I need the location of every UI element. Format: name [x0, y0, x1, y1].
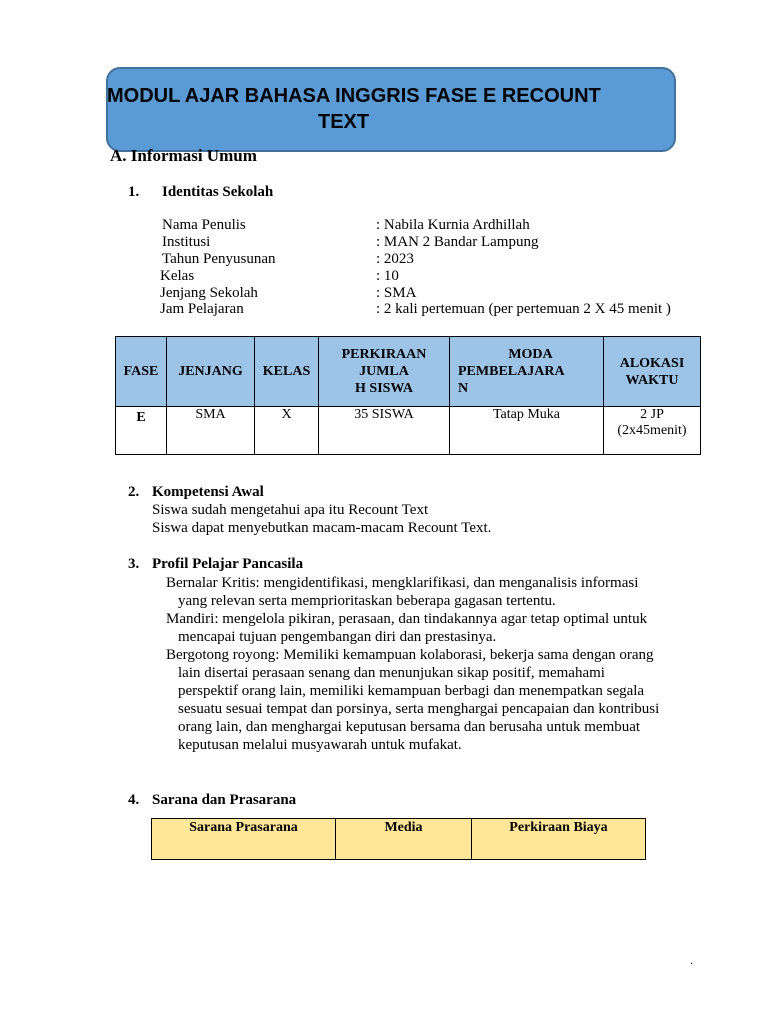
value-institusi: : MAN 2 Bandar Lampung [376, 234, 539, 250]
header-moda-line-3: N [458, 381, 469, 396]
header-perkiraan-jumlah [319, 337, 450, 407]
profil-line-3: Mandiri: mengelola pikiran, perasaan, dan tindakannya agar tetap optimal untuk [166, 611, 648, 627]
kompetensi-line-2: Siswa dapat menyebutkan macam-macam Recount Text. [152, 520, 492, 536]
value-tahun-penyusunan: : 2023 [376, 251, 414, 267]
profil-line-5: Bergotong royong: Memiliki kemampuan kolaborasi, bekerja sama dengan orang [166, 647, 654, 663]
header-alokasi-waktu [604, 337, 701, 407]
cell-moda: Tatap Muka [450, 407, 604, 455]
kompetensi-line-1: Siswa sudah mengetahui apa itu Recount Text [152, 502, 429, 518]
profil-line-9: orang lain, dan menghargai keputusan bersama dan berusaha untuk membuat [178, 719, 641, 735]
cell-alokasi-line-1: 2 JP [640, 407, 664, 422]
header-alokasi-line-1: ALOKASI [619, 355, 685, 371]
label-tahun-penyusunan: Tahun Penyusunan [162, 251, 276, 267]
header-sarana-prasarana: Sarana Prasarana [152, 819, 336, 860]
label-jam-pelajaran: Jam Pelajaran [160, 301, 244, 317]
value-nama-penulis: : Nabila Kurnia Ardhillah [376, 217, 530, 233]
cell-jumlah-siswa: 35 SISWA [319, 407, 450, 455]
profil-line-10: keputusan melalui musyawarah untuk mufakat. [178, 737, 462, 753]
title-banner [106, 67, 676, 152]
header-perkiraan-line-2: JUMLA [359, 364, 409, 379]
header-moda-pembelajaran [450, 337, 604, 407]
header-media: Media [336, 819, 472, 860]
profil-line-2: yang relevan serta memprioritaskan beberapa gagasan tertentu. [178, 593, 556, 609]
cell-alokasi-line-2: (2x45menit) [617, 423, 687, 438]
cell-alokasi [604, 407, 701, 455]
title-line-2: TEXT [318, 111, 370, 133]
sarana-table-header-row [152, 819, 646, 860]
section-a-heading: A. Informasi Umum [110, 146, 257, 165]
header-perkiraan-line-3: H SISWA [355, 381, 413, 396]
footer-mark: . [690, 953, 693, 967]
cell-fase: E [116, 407, 167, 455]
kompetensi-heading: Kompetensi Awal [152, 484, 264, 500]
cell-jenjang: SMA [167, 407, 255, 455]
sarana-number: 4. [128, 792, 140, 808]
header-moda-line-1: MODA [508, 347, 553, 362]
info-table-header-row [116, 337, 701, 407]
label-nama-penulis: Nama Penulis [162, 217, 246, 233]
cell-kelas: X [255, 407, 319, 455]
header-fase: FASE [116, 337, 167, 407]
header-perkiraan-biaya: Perkiraan Biaya [472, 819, 646, 860]
profil-line-7: perspektif orang lain, memiliki kemampuan berbagi dan menempatkan segala [178, 683, 645, 699]
title-line-1: MODUL AJAR BAHASA INGGRIS FASE E RECOUNT [107, 85, 601, 107]
info-table [115, 336, 701, 455]
label-institusi: Institusi [162, 234, 211, 250]
sarana-heading: Sarana dan Prasarana [152, 792, 297, 808]
kompetensi-number: 2. [128, 484, 140, 500]
profil-line-6: lain disertai perasaan senang dan menunjukan sikap positif, memahami [178, 665, 605, 681]
identitas-number: 1. [128, 184, 140, 200]
profil-number: 3. [128, 556, 140, 572]
header-moda-line-2: PEMBELAJARA [458, 364, 565, 379]
header-perkiraan-line-1: PERKIRAAN [341, 347, 427, 362]
profil-line-1: Bernalar Kritis: mengidentifikasi, mengklarifikasi, dan menganalisis informasi [166, 575, 639, 591]
label-kelas: Kelas [160, 268, 195, 284]
sarana-table [151, 818, 646, 860]
value-jam-pelajaran: : 2 kali pertemuan (per pertemuan 2 X 45 menit ) [376, 301, 671, 317]
info-table-data-row [116, 407, 701, 455]
header-alokasi-line-2: WAKTU [625, 372, 679, 388]
profil-line-8: sesuatu sesuai tempat dan porsinya, serta menghargai pencapaian dan kontribusi [178, 701, 660, 717]
label-jenjang-sekolah: Jenjang Sekolah [160, 285, 258, 301]
value-jenjang-sekolah: : SMA [376, 285, 417, 301]
identitas-heading: Identitas Sekolah [162, 184, 274, 200]
value-kelas: : 10 [376, 268, 399, 284]
profil-line-4: mencapai tujuan pengembangan diri dan prestasinya. [178, 629, 497, 645]
header-kelas: KELAS [255, 337, 319, 407]
header-jenjang: JENJANG [167, 337, 255, 407]
profil-heading: Profil Pelajar Pancasila [152, 556, 304, 572]
